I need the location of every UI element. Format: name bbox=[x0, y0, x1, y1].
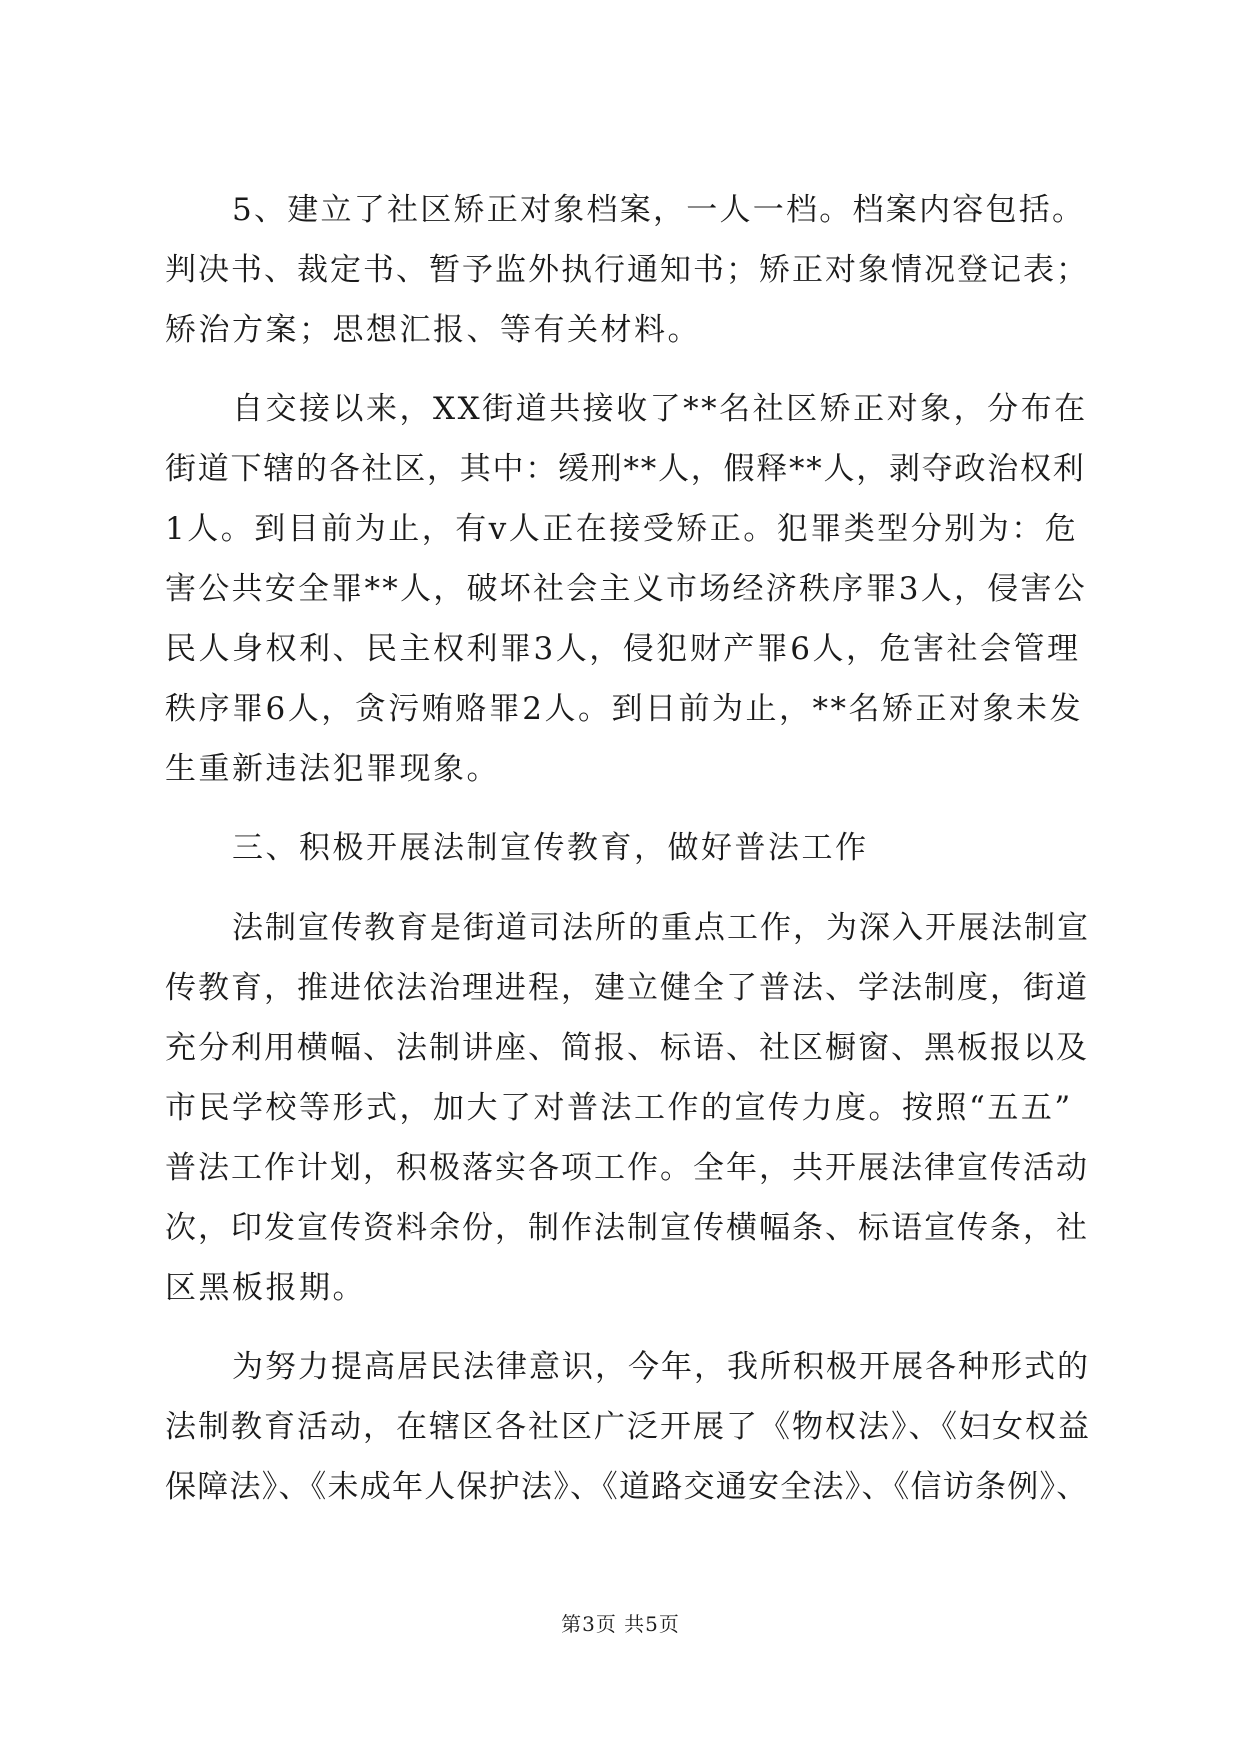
text-line: 1人。到目前为止，有v人正在接受矫正。犯罪类型分别为：危 bbox=[165, 511, 1079, 547]
text-line: 民人身权利、民主权利罪3人，侵犯财产罪6人，危害社会管理 bbox=[165, 631, 1081, 667]
text-line: 矫治方案；思想汇报、等有关材料。 bbox=[165, 312, 701, 348]
text-line: 法制宣传教育是街道司法所的重点工作，为深入开展法制宣 bbox=[232, 910, 1090, 946]
text-line: 传教育，推进依法治理进程，建立健全了普法、学法制度，街道 bbox=[165, 970, 1089, 1006]
text-line: 秩序罪6人，贪污贿赂罪2人。到日前为止，**名矫正对象未发 bbox=[165, 691, 1083, 727]
text-line: 保障法》、《未成年人保护法》、《道路交通安全法》、《信访条例》、 bbox=[165, 1469, 1089, 1505]
text-line: 生重新违法犯罪现象。 bbox=[165, 751, 500, 787]
text-line: 为努力提高居民法律意识，今年，我所积极开展各种形式的 bbox=[232, 1349, 1090, 1385]
text-line: 5、建立了社区矫正对象档案，一人一档。档案内容包括。 bbox=[232, 192, 1086, 228]
text-line: 普法工作计划，积极落实各项工作。全年，共开展法律宣传活动 bbox=[165, 1150, 1089, 1186]
text-line: 害公共安全罪**人，破坏社会主义市场经济秩序罪3人，侵害公 bbox=[165, 571, 1087, 607]
text-line: 自交接以来，XX街道共接收了**名社区矫正对象，分布在 bbox=[232, 391, 1088, 427]
text-line: 判决书、裁定书、暂予监外执行通知书；矫正对象情况登记表； bbox=[165, 252, 1089, 288]
page-number-footer: 第3页 共5页 bbox=[561, 1612, 680, 1636]
text-line: 充分利用横幅、法制讲座、简报、标语、社区橱窗、黑板报以及 bbox=[165, 1030, 1089, 1066]
text-line: 街道下辖的各社区，其中：缓刑**人，假释**人，剥夺政治权利 bbox=[165, 451, 1086, 487]
text-line: 法制教育活动，在辖区各社区广泛开展了《物权法》、《妇女权益 bbox=[165, 1409, 1091, 1445]
section-heading: 三、积极开展法制宣传教育，做好普法工作 bbox=[232, 830, 869, 866]
text-line: 市民学校等形式，加大了对普法工作的宣传力度。按照“五五” bbox=[165, 1090, 1073, 1126]
text-line: 次，印发宣传资料余份，制作法制宣传横幅条、标语宣传条，社 bbox=[165, 1210, 1089, 1246]
text-line: 区黑板报期。 bbox=[165, 1270, 366, 1306]
